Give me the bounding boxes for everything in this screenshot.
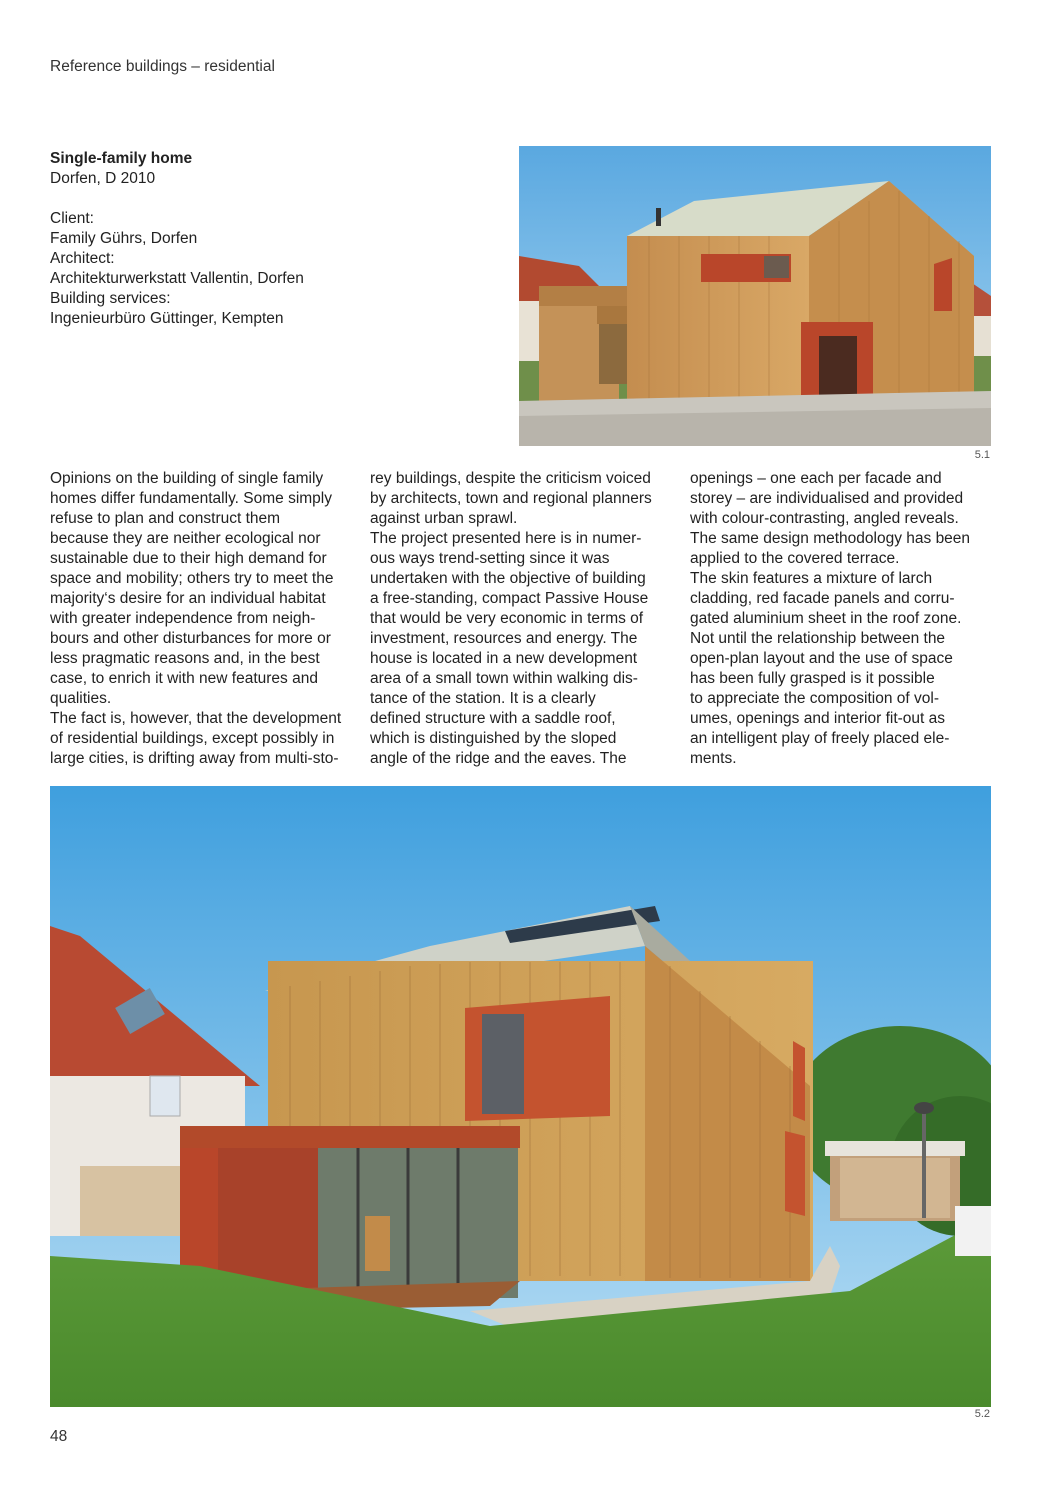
- text-line: cladding, red facade panels and corru-: [690, 590, 955, 607]
- text-line: space and mobility; others try to meet the: [50, 570, 334, 587]
- text-line: Not until the relationship between the: [690, 630, 946, 647]
- client-value: Family Gührs, Dorfen: [50, 230, 198, 247]
- text-line: of residential buildings, except possibly in: [50, 730, 335, 747]
- services-label: Building services:: [50, 290, 171, 307]
- architect-value: Architekturwerkstatt Vallentin, Dorfen: [50, 270, 304, 287]
- body-column-3: [690, 469, 990, 769]
- body-column-2: [370, 469, 670, 769]
- text-line: with colour-contrasting, angled reveals.: [690, 510, 959, 527]
- text-line: a free-standing, compact Passive House: [370, 590, 649, 607]
- text-line: that would be very economic in terms of: [370, 610, 644, 627]
- text-line: undertaken with the objective of building: [370, 570, 646, 587]
- text-line: by architects, town and regional planners: [370, 490, 652, 507]
- text-line: house is located in a new development: [370, 650, 638, 667]
- text-line: large cities, is drifting away from multi-sto-: [50, 750, 339, 767]
- text-line: storey – are individualised and provided: [690, 490, 964, 507]
- text-line: angle of the ridge and the eaves. The: [370, 750, 627, 767]
- text-line: with greater independence from neigh-: [50, 610, 316, 627]
- page-number: 48: [50, 1428, 68, 1445]
- text-line: qualities.: [50, 690, 112, 707]
- project-title: Single-family home: [50, 150, 193, 167]
- text-line: because they are neither ecological nor: [50, 530, 321, 547]
- text-line: The skin features a mixture of larch: [690, 570, 933, 587]
- figure-label-5-1: 5.1: [974, 449, 990, 461]
- text-line: rey buildings, despite the criticism voiced: [370, 470, 651, 487]
- text-line: applied to the covered terrace.: [690, 550, 900, 567]
- text-line: investment, resources and energy. The: [370, 630, 638, 647]
- text-line: The project presented here is in numer-: [370, 530, 642, 547]
- text-line: majority‘s desire for an individual habitat: [50, 590, 326, 607]
- text-line: gated aluminium sheet in the roof zone.: [690, 610, 962, 627]
- photo-house-street-view: [519, 146, 991, 446]
- body-column-1: [50, 469, 350, 769]
- text-line: ous ways trend-setting since it was: [370, 550, 610, 567]
- text-line: openings – one each per facade and: [690, 470, 942, 487]
- text-line: tance of the station. It is a clearly: [370, 690, 596, 707]
- services-value: Ingenieurbüro Güttinger, Kempten: [50, 310, 284, 327]
- text-line: refuse to plan and construct them: [50, 510, 281, 527]
- running-head: Reference buildings – residential: [50, 58, 275, 75]
- text-line: bours and other disturbances for more or: [50, 630, 331, 647]
- text-line: has been fully grasped is it possible: [690, 670, 935, 687]
- text-line: open-plan layout and the use of space: [690, 650, 953, 667]
- text-line: an intelligent play of freely placed ele-: [690, 730, 950, 747]
- text-line: defined structure with a saddle roof,: [370, 710, 616, 727]
- client-label: Client:: [50, 210, 94, 227]
- text-line: case, to enrich it with new features and: [50, 670, 318, 687]
- text-line: which is distinguished by the sloped: [370, 730, 617, 747]
- architect-label: Architect:: [50, 250, 115, 267]
- text-line: against urban sprawl.: [370, 510, 518, 527]
- text-line: area of a small town within walking dis-: [370, 670, 638, 687]
- photo-house-garden-view: [50, 786, 991, 1407]
- text-line: sustainable due to their high demand for: [50, 550, 327, 567]
- text-line: homes differ fundamentally. Some simply: [50, 490, 332, 507]
- text-line: umes, openings and interior fit-out as: [690, 710, 946, 727]
- text-line: The same design methodology has been: [690, 530, 971, 547]
- text-line: Opinions on the building of single family: [50, 470, 324, 487]
- text-line: ments.: [690, 750, 737, 767]
- text-line: The fact is, however, that the development: [50, 710, 342, 727]
- figure-label-5-2: 5.2: [974, 1408, 990, 1420]
- text-line: to appreciate the composition of vol-: [690, 690, 939, 707]
- project-location-year: Dorfen, D 2010: [50, 170, 156, 187]
- project-info: [50, 149, 490, 329]
- text-line: less pragmatic reasons and, in the best: [50, 650, 320, 667]
